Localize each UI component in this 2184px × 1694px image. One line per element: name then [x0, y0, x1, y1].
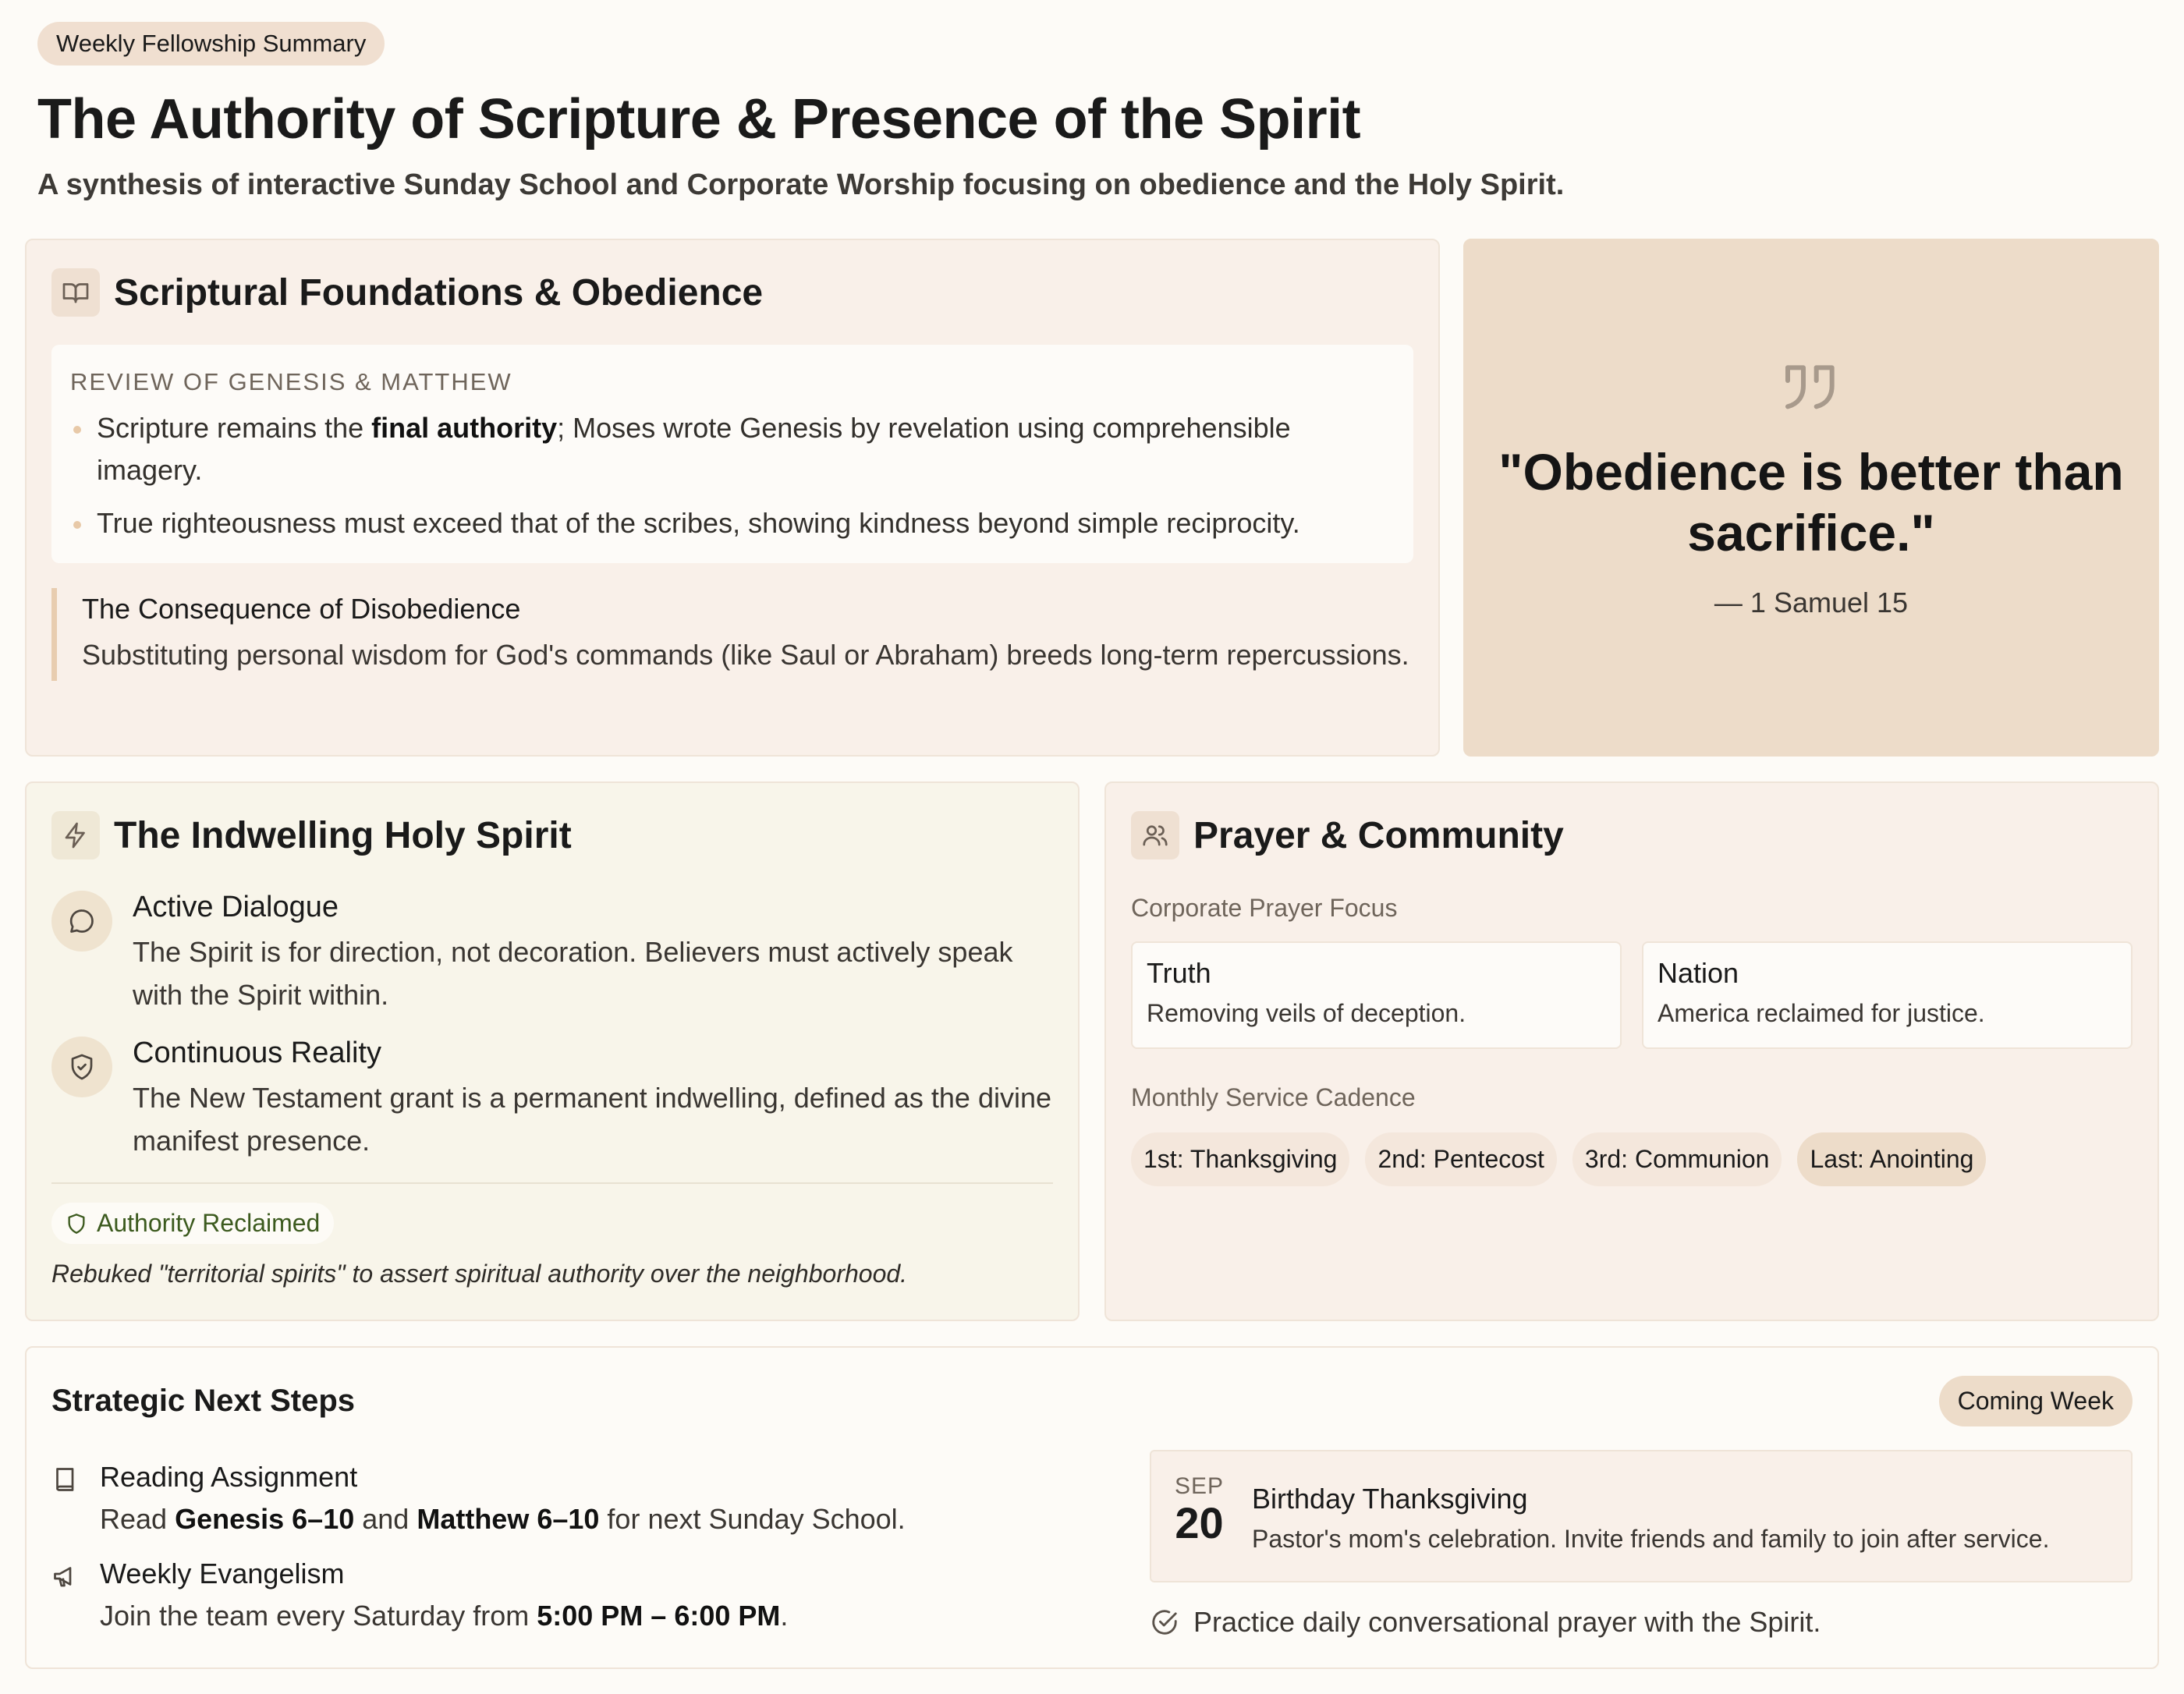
- quote-icon: [1780, 357, 1842, 420]
- spirit-card: [25, 781, 1080, 1321]
- book-icon: [51, 1465, 80, 1494]
- focus-heading: Nation: [1658, 957, 1739, 989]
- event-day: 20: [1175, 1498, 1224, 1547]
- focus-label: Corporate Prayer Focus: [1131, 894, 1398, 922]
- page-title: The Authority of Scripture & Presence of the Spirit: [37, 88, 1361, 151]
- event-date: [1175, 1473, 1224, 1559]
- cadence-pill: 3rd: Communion: [1572, 1132, 1782, 1186]
- next-steps-title: Strategic Next Steps: [51, 1384, 356, 1418]
- practice-note: [1150, 1606, 2133, 1639]
- cadence-label: Monthly Service Cadence: [1131, 1083, 1416, 1111]
- reading-step: [51, 1461, 1104, 1536]
- authority-note: Rebuked "territorial spirits" to assert spiritual authority over the neighborhood.: [51, 1260, 908, 1288]
- foundations-title: Scriptural Foundations & Obedience: [114, 271, 764, 314]
- cadence-pill: 1st: Thanksgiving: [1131, 1132, 1349, 1186]
- quote-text: "Obedience is better than sacrifice.": [1498, 443, 2124, 562]
- event-text: Pastor's mom's celebration. Invite friends and family to join after service.: [1252, 1525, 2050, 1553]
- review-bullet: Scripture remains the final authority; Moses wrote Genesis by revelation using comprehensible imagery.: [70, 407, 1395, 491]
- users-icon: [1131, 811, 1179, 859]
- evangelism-text: Join the team every Saturday from 5:00 PM – 6:00 PM.: [100, 1600, 789, 1632]
- shield-check-icon: [51, 1037, 112, 1097]
- review-heading: REVIEW OF GENESIS & MATTHEW: [70, 368, 512, 395]
- chat-bubble-icon: [51, 891, 112, 952]
- event-month: SEP: [1175, 1473, 1225, 1499]
- reading-text: Read Genesis 6–10 and Matthew 6–10 for next Sunday School.: [100, 1503, 906, 1535]
- reading-heading: Reading Assignment: [100, 1461, 358, 1493]
- consequence-heading: The Consequence of Disobedience: [82, 593, 521, 625]
- foundations-card: [25, 239, 1440, 757]
- spirit-item-text: The Spirit is for direction, not decoration. Believers must actively speak with the Spirit within.: [133, 936, 1013, 1011]
- book-open-icon: [51, 268, 100, 317]
- spirit-item: [51, 1037, 1053, 1162]
- review-bullet: True righteousness must exceed that of the scribes, showing kindness beyond simple reciprocity.: [70, 502, 1395, 544]
- focus-heading: Truth: [1147, 957, 1211, 989]
- cadence-pills: [1131, 1132, 2133, 1186]
- prayer-card: [1104, 781, 2159, 1321]
- authority-badge-label: Authority Reclaimed: [97, 1209, 321, 1237]
- consequence-text: Substituting personal wisdom for God's commands (like Saul or Abraham) breeds long-term repercussions.: [82, 639, 1409, 671]
- check-circle-icon: [1150, 1607, 1179, 1637]
- event-heading: Birthday Thanksgiving: [1252, 1483, 1528, 1515]
- focus-box-truth: [1131, 941, 1622, 1049]
- prayer-title: Prayer & Community: [1193, 814, 1564, 856]
- quote-source: — 1 Samuel 15: [1714, 587, 1909, 618]
- next-steps-card: [25, 1346, 2159, 1669]
- divider: [51, 1182, 1053, 1184]
- coming-week-badge: Coming Week: [1939, 1376, 2133, 1426]
- cadence-pill: 2nd: Pentecost: [1365, 1132, 1556, 1186]
- spirit-item-text: The New Testament grant is a permanent indwelling, defined as the divine manifest presence.: [133, 1082, 1052, 1157]
- quote-card: [1463, 239, 2159, 757]
- shield-icon: [66, 1213, 87, 1235]
- consequence-callout: [51, 588, 1413, 681]
- spirit-title: The Indwelling Holy Spirit: [114, 814, 572, 856]
- evangelism-step: [51, 1558, 1104, 1632]
- summary-badge: Weekly Fellowship Summary: [37, 22, 385, 66]
- focus-box-nation: [1642, 941, 2133, 1049]
- authority-badge: [51, 1203, 334, 1244]
- focus-text: America reclaimed for justice.: [1658, 999, 1985, 1027]
- page-header: [37, 22, 2143, 202]
- lightning-icon: [51, 811, 100, 859]
- review-box: [51, 345, 1413, 563]
- event-box: [1150, 1450, 2133, 1582]
- evangelism-heading: Weekly Evangelism: [100, 1558, 345, 1589]
- focus-text: Removing veils of deception.: [1147, 999, 1466, 1027]
- spirit-item: [51, 891, 1053, 1016]
- megaphone-icon: [51, 1562, 80, 1590]
- spirit-item-heading: Active Dialogue: [133, 891, 339, 923]
- spirit-item-heading: Continuous Reality: [133, 1037, 381, 1069]
- page-subtitle: A synthesis of interactive Sunday School and Corporate Worship focusing on obedience and the Holy Spirit.: [37, 168, 1565, 201]
- practice-text: Practice daily conversational prayer with the Spirit.: [1193, 1606, 1821, 1638]
- cadence-pill: Last: Anointing: [1797, 1132, 1986, 1186]
